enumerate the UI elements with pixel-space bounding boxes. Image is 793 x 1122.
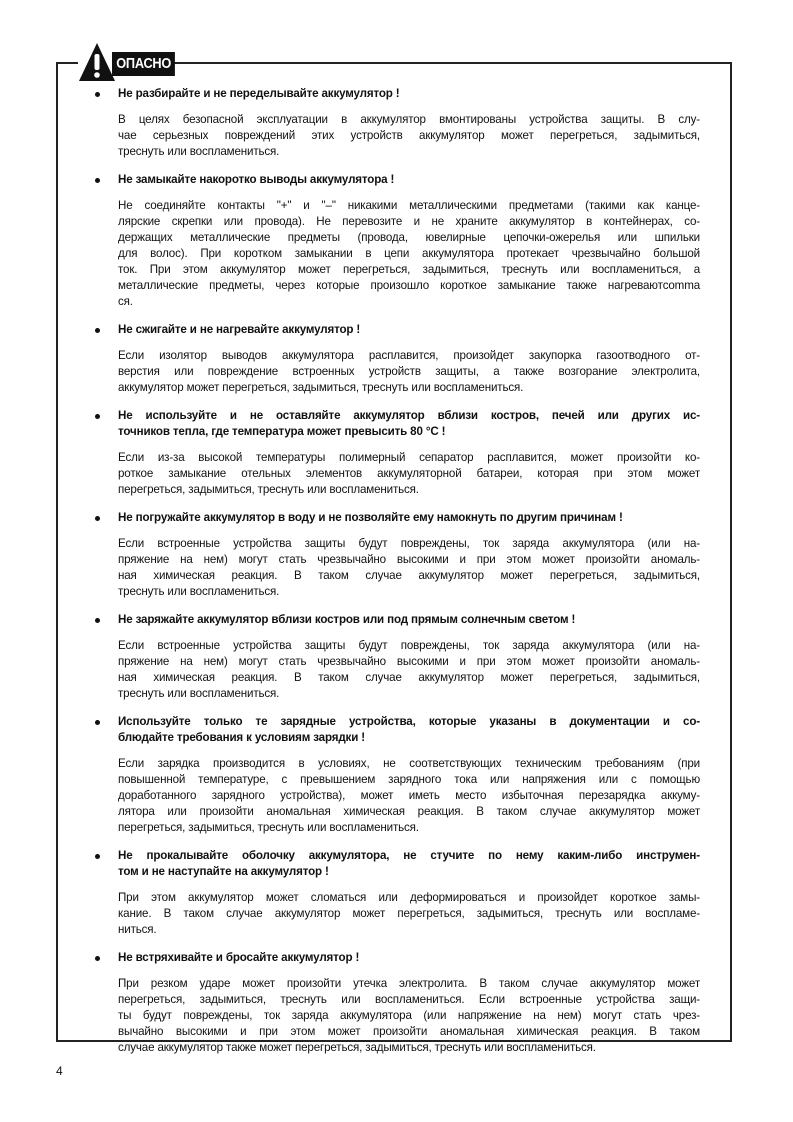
text-line: Не заряжайте аккумулятор вблизи костров или под прямым солнечным светом !	[118, 613, 576, 626]
list-item	[118, 612, 700, 702]
list-item	[118, 714, 700, 836]
text-line: перегреться, задымиться, треснуть или воспламениться.	[118, 821, 419, 834]
text-line: треснуть или воспламениться.	[118, 585, 280, 598]
text-line: ная химическая реакция. В таком случае аккумулятор может перегреться, задымиться,	[118, 569, 700, 582]
text-line: треснуть или воспламениться.	[118, 145, 280, 158]
list-item	[118, 322, 700, 396]
text-line: ная химическая реакция. В таком случае аккумулятор может перегреться, задымиться,	[118, 671, 700, 684]
text-line: повышенной температуре, с превышением зарядного тока или напряжения или с помощью	[118, 773, 700, 786]
section-heading	[118, 86, 700, 102]
text-line: Не разбирайте и не переделывайте аккумулятор !	[118, 87, 400, 100]
list-item	[118, 950, 700, 1056]
text-line: ниться.	[118, 923, 157, 936]
text-line: Если из-за высокой температуры полимерный сепаратор расплавится, может произойти ко-	[118, 451, 700, 464]
text-line: кание. В таком случае аккумулятор может перегреться, задымиться, треснуть или воспламе-	[118, 907, 700, 920]
text-line: держащих металлические предметы (провода, ювелирные цепочки-ожерелья или шпильки	[118, 231, 700, 244]
text-line: вычайно высокими и при этом может произойти аномальная химическая реакция. В таком	[118, 1025, 700, 1038]
text-line: блюдайте требования к условиям зарядки !	[118, 731, 365, 744]
text-line: треснуть или воспламениться.	[118, 687, 280, 700]
section-heading	[118, 950, 700, 966]
list-item	[118, 510, 700, 600]
text-line: Не погружайте аккумулятор в воду и не позволяйте ему намокнуть по другим причинам !	[118, 511, 623, 524]
section-heading	[118, 408, 700, 440]
text-line: чае серьезных повреждений этих устройств аккумулятор может перегреться, задымиться,	[118, 129, 700, 142]
text-line: Если встроенные устройства защиты будут повреждены, ток заряда аккумулятора (или на-	[118, 537, 700, 550]
bullet-icon	[95, 720, 100, 725]
page-number: 4	[56, 1064, 63, 1078]
bullet-icon	[95, 516, 100, 521]
text-line: При резком ударе может произойти утечка электролита. В таком случае аккумулятор может	[118, 977, 700, 990]
text-line: перегреться, задымиться, треснуть или воспламениться. Если встроенные устройства защи-	[118, 993, 700, 1006]
text-line: ся.	[118, 295, 133, 308]
section-body	[118, 198, 700, 310]
text-line: аккумулятор может перегреться, задымиться, треснуть или воспламениться.	[118, 381, 524, 394]
text-line: Если зарядка производится в условиях, не соответствующих техническим требованиям (при	[118, 757, 700, 770]
text-line: Не соединяйте контакты "+" и "–" никакими металлическими предметами (такими как канце-	[118, 199, 700, 212]
text-line: В целях безопасной эксплуатации в аккумулятор вмонтированы устройства защиты. В слу-	[118, 113, 700, 126]
text-line: верстия или повреждение встроенных устройств защиты, а также возгорание электролита,	[118, 365, 700, 378]
text-line: ты будут повреждены, ток заряда аккумулятора (или напряжение на нем) могут стать чрез-	[118, 1009, 700, 1022]
bullet-icon	[95, 854, 100, 859]
bullet-icon	[95, 92, 100, 97]
text-line: Если изолятор выводов аккумулятора расплавится, произойдет закупорка газоотводного от-	[118, 349, 700, 362]
bullet-icon	[95, 328, 100, 333]
section-body	[118, 976, 700, 1056]
section-heading	[118, 848, 700, 880]
text-line: пряжение на нем) могут стать чрезвычайно высокими и при этом может произойти аномаль-	[118, 655, 700, 668]
section-body	[118, 638, 700, 702]
section-heading	[118, 172, 700, 188]
text-line: случае аккумулятор также может перегреться, задымиться, треснуть или воспламениться.	[118, 1041, 596, 1054]
danger-list	[118, 86, 700, 1068]
section-body	[118, 112, 700, 160]
bullet-icon	[95, 956, 100, 961]
text-line: Не используйте и не оставляйте аккумулятор вблизи костров, печей или других ис-	[118, 409, 700, 422]
section-heading	[118, 510, 700, 526]
text-line: ток. При этом аккумулятор может перегреться, задымиться, треснуть или воспламениться, а	[118, 263, 700, 276]
warning-triangle-icon	[78, 42, 116, 82]
bullet-icon	[95, 414, 100, 419]
text-line: Не прокалывайте оболочку аккумулятора, не стучите по нему каким-либо инструмен-	[118, 849, 700, 862]
text-line: пряжение на нем) могут стать чрезвычайно высокими и при этом может произойти аномаль-	[118, 553, 700, 566]
text-line: лятора или произойти аномальная химическая реакция. В таком случае аккумулятор может	[118, 805, 700, 818]
text-line: Не сжигайте и не нагревайте аккумулятор !	[118, 323, 361, 336]
danger-label: ОПАСНО	[112, 52, 175, 76]
text-line: лярские скрепки или провода). Не перевозите и не храните аккумулятор в контейнерах, со-	[118, 215, 700, 228]
list-item	[118, 408, 700, 498]
section-body	[118, 450, 700, 498]
list-item	[118, 172, 700, 310]
bullet-icon	[95, 618, 100, 623]
section-heading	[118, 714, 700, 746]
text-line: том и не наступайте на аккумулятор !	[118, 865, 329, 878]
text-line: роткое замыкание отельных элементов аккумуляторной батареи, которая при этом может	[118, 467, 700, 480]
text-line: Не замыкайте накоротко выводы аккумулятора !	[118, 173, 395, 186]
list-item	[118, 86, 700, 160]
text-line: Используйте только те зарядные устройства, которые указаны в документации и со-	[118, 715, 700, 728]
text-line: для волос). При коротком замыкании в цепи аккумулятора протекает чрезвычайно большой	[118, 247, 700, 260]
section-body	[118, 890, 700, 938]
list-item	[118, 848, 700, 938]
section-heading	[118, 612, 700, 628]
section-body	[118, 348, 700, 396]
text-line: точников тепла, где температура может превысить 80 °С !	[118, 425, 446, 438]
section-heading	[118, 322, 700, 338]
section-body	[118, 536, 700, 600]
text-line: перегреться, задымиться, треснуть или воспламениться.	[118, 483, 419, 496]
bullet-icon	[95, 178, 100, 183]
text-line: Не встряхивайте и бросайте аккумулятор !	[118, 951, 360, 964]
text-line: Если встроенные устройства защиты будут повреждены, ток заряда аккумулятора (или на-	[118, 639, 700, 652]
section-body	[118, 756, 700, 836]
text-line: металлические предметы, через которые произошло короткое замыкание также нагреваютcomma	[118, 279, 700, 292]
text-line: доработанного зарядного устройства), может иметь место избыточная перезарядка аккуму-	[118, 789, 700, 802]
text-line: При этом аккумулятор может сломаться или деформироваться и произойдет короткое замы-	[118, 891, 700, 904]
